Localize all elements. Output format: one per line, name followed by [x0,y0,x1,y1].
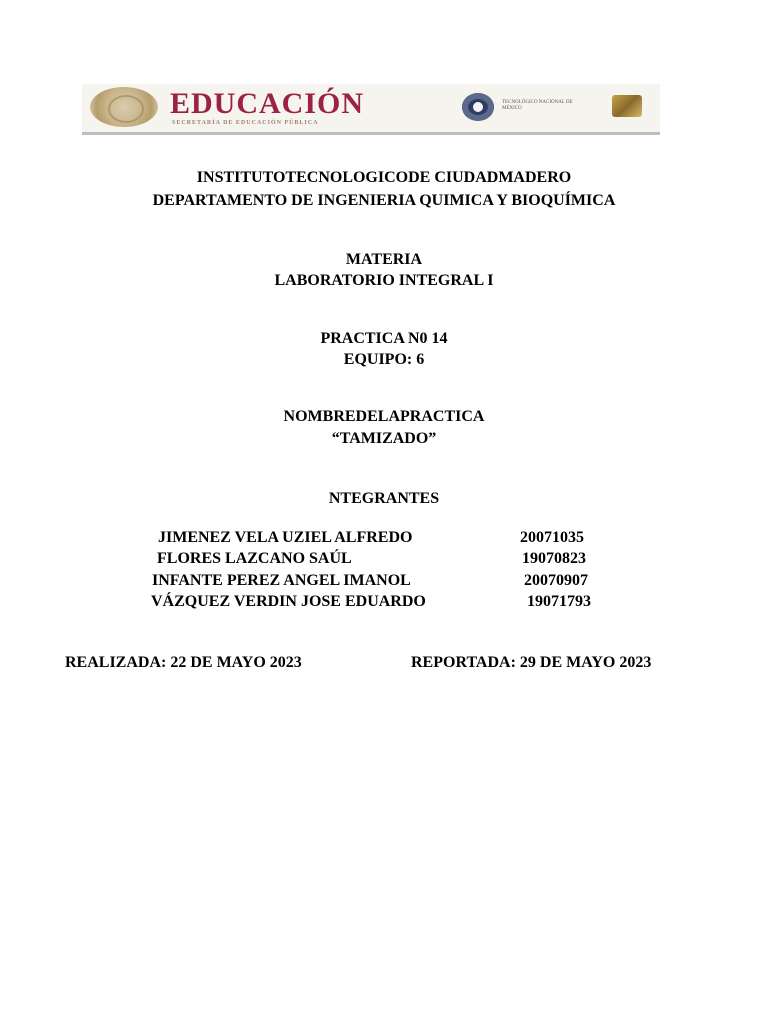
member-id: 20070907 [524,572,588,589]
member-name: VÁZQUEZ VERDIN JOSE EDUARDO [151,593,426,610]
department-name: DEPARTAMENTO DE INGENIERIA QUIMICA Y BIOQUÍMICA [152,192,616,209]
tecnm-gear-logo [462,93,494,121]
member-id: 20071035 [520,529,584,546]
subject-name: LABORATORIO INTEGRAL I [274,272,494,289]
tecnm-text: TECNOLÓGICO NACIONAL DE MÉXICO [502,100,573,111]
mexico-seal-logo [90,87,158,127]
practice-title: “TAMIZADO” [331,430,437,447]
header-banner [82,84,660,135]
institution-name: INSTITUTOTECNOLOGICODE CIUDADMADERO [196,169,572,186]
practice-number: PRACTICA N0 14 [320,330,448,347]
date-reportada: REPORTADA: 29 DE MAYO 2023 [411,654,652,671]
institute-emblem-logo [612,95,642,117]
members-heading: NTEGRANTES [328,490,440,507]
subject-label: MATERIA [345,251,423,268]
member-name: FLORES LAZCANO SAÚL [157,550,352,567]
member-id: 19070823 [522,550,586,567]
member-id: 19071793 [527,593,591,610]
sep-subtitle: SECRETARÍA DE EDUCACIÓN PÚBLICA [172,120,319,126]
member-name: JIMENEZ VELA UZIEL ALFREDO [158,529,413,546]
member-name: INFANTE PEREZ ANGEL IMANOL [152,572,411,589]
team-number: EQUIPO: 6 [343,351,425,368]
date-realizada: REALIZADA: 22 DE MAYO 2023 [65,654,302,671]
educacion-brand: EDUCACIÓN [170,87,365,120]
practice-name-label: NOMBREDELAPRACTICA [283,408,485,425]
